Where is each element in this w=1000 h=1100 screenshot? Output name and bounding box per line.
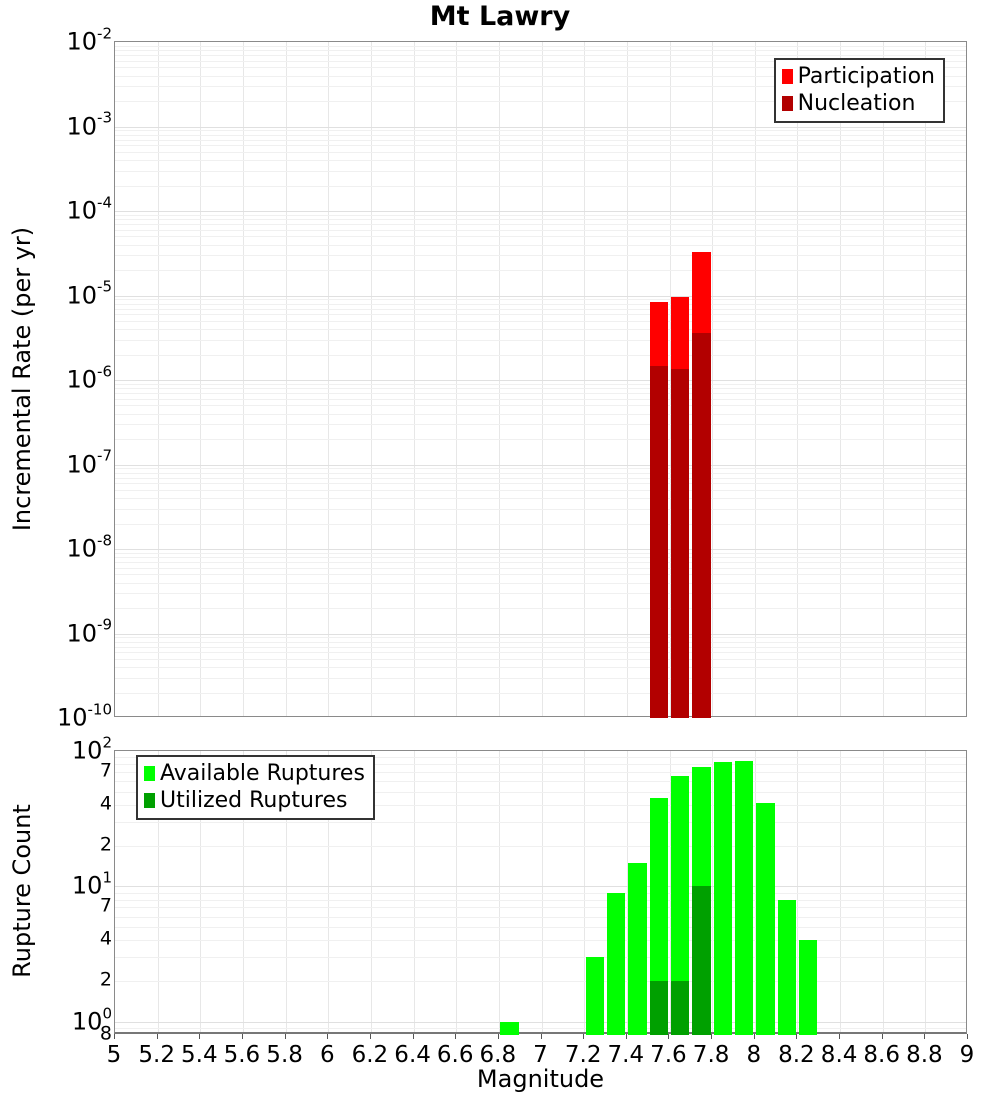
horizontal-gridline xyxy=(115,388,966,389)
horizontal-gridline xyxy=(115,1028,966,1029)
bar-available-ruptures xyxy=(756,803,774,1035)
horizontal-gridline xyxy=(115,927,966,928)
vertical-gridline xyxy=(542,751,543,1032)
horizontal-gridline xyxy=(115,1022,966,1023)
y-tick-label: $10^{-8}$ xyxy=(66,531,112,563)
x-tick-mark xyxy=(455,1034,456,1039)
chart-title: Mt Lawry xyxy=(429,1,571,32)
y-tick-label: 4 xyxy=(99,927,112,950)
y-tick-label: $10^{-6}$ xyxy=(66,362,112,394)
bar-utilized-ruptures xyxy=(671,981,689,1035)
legend-item-nucleation xyxy=(782,90,935,117)
y-tick-label: 4 xyxy=(99,792,112,815)
legend-item-participation xyxy=(782,63,935,90)
horizontal-gridline xyxy=(115,846,966,847)
y-tick-label: $10^2$ xyxy=(71,733,112,765)
vertical-gridline xyxy=(243,42,244,716)
x-tick-label: 8.8 xyxy=(906,1042,943,1068)
y-tick-label: 8 xyxy=(99,1022,112,1045)
horizontal-gridline xyxy=(115,634,966,635)
horizontal-gridline xyxy=(115,224,966,225)
x-tick-label: 7.2 xyxy=(564,1042,602,1068)
x-tick-mark xyxy=(242,1034,243,1039)
horizontal-gridline xyxy=(115,659,966,660)
horizontal-gridline xyxy=(115,583,966,584)
x-tick-mark xyxy=(370,1034,371,1039)
x-tick-label: 8.4 xyxy=(820,1042,858,1068)
vertical-gridline xyxy=(925,751,926,1032)
horizontal-gridline xyxy=(115,693,966,694)
horizontal-gridline xyxy=(115,152,966,153)
vertical-gridline xyxy=(840,751,841,1032)
horizontal-gridline xyxy=(115,557,966,558)
horizontal-gridline xyxy=(115,309,966,310)
vertical-gridline xyxy=(627,42,628,716)
horizontal-gridline xyxy=(115,393,966,394)
horizontal-gridline xyxy=(115,219,966,220)
horizontal-gridline xyxy=(115,568,966,569)
horizontal-gridline xyxy=(115,384,966,385)
horizontal-gridline xyxy=(115,215,966,216)
y-tick-label: $10^{-2}$ xyxy=(66,24,112,56)
x-tick-mark xyxy=(498,1034,499,1039)
horizontal-gridline xyxy=(115,886,966,887)
vertical-gridline xyxy=(840,42,841,716)
y-tick-label: $10^{-3}$ xyxy=(66,108,112,140)
x-tick-label: 8 xyxy=(746,1042,762,1068)
x-tick-label: 8.6 xyxy=(863,1042,900,1068)
bottom-plot-area xyxy=(114,750,967,1034)
top-plot-legend xyxy=(774,58,945,123)
vertical-gridline xyxy=(286,42,287,716)
y-tick-label: $10^{-9}$ xyxy=(66,615,112,647)
horizontal-gridline xyxy=(115,667,966,668)
legend-label: Utilized Ruptures xyxy=(160,787,348,813)
nucleation-swatch-icon xyxy=(782,96,793,111)
horizontal-gridline xyxy=(115,652,966,653)
horizontal-gridline xyxy=(115,647,966,648)
bar-available-ruptures xyxy=(714,762,732,1035)
vertical-gridline xyxy=(200,42,201,716)
horizontal-gridline xyxy=(115,957,966,958)
horizontal-gridline xyxy=(115,465,966,466)
bar-available-ruptures xyxy=(799,940,817,1035)
x-tick-mark xyxy=(583,1034,584,1039)
legend-label: Nucleation xyxy=(797,90,916,116)
horizontal-gridline xyxy=(115,186,966,187)
legend-label: Available Ruptures xyxy=(160,760,365,786)
horizontal-gridline xyxy=(115,245,966,246)
horizontal-gridline xyxy=(115,549,966,550)
top-plot-area xyxy=(114,41,967,717)
horizontal-gridline xyxy=(115,498,966,499)
x-tick-label: 9 xyxy=(959,1042,975,1068)
x-tick-mark xyxy=(711,1034,712,1039)
available-ruptures-swatch-icon xyxy=(144,766,155,781)
y-tick-label: $10^0$ xyxy=(71,1004,112,1036)
x-tick-mark xyxy=(796,1034,797,1039)
horizontal-gridline xyxy=(115,160,966,161)
horizontal-gridline xyxy=(115,171,966,172)
bar-nucleation xyxy=(650,366,668,718)
x-tick-label: 5.8 xyxy=(266,1042,303,1068)
horizontal-gridline xyxy=(115,424,966,425)
bar-available-ruptures xyxy=(586,957,604,1035)
y-tick-label: 2 xyxy=(99,968,112,991)
horizontal-gridline xyxy=(115,608,966,609)
horizontal-gridline xyxy=(115,399,966,400)
horizontal-gridline xyxy=(115,50,966,51)
horizontal-gridline xyxy=(115,321,966,322)
vertical-gridline xyxy=(158,42,159,716)
vertical-gridline xyxy=(499,42,500,716)
horizontal-gridline xyxy=(115,304,966,305)
x-tick-mark xyxy=(327,1034,328,1039)
horizontal-gridline xyxy=(115,478,966,479)
vertical-gridline xyxy=(883,42,884,716)
horizontal-gridline xyxy=(115,917,966,918)
horizontal-gridline xyxy=(115,940,966,941)
y-tick-label: $10^{-10}$ xyxy=(56,700,112,732)
horizontal-gridline xyxy=(115,314,966,315)
x-tick-mark xyxy=(157,1034,158,1039)
bar-utilized-ruptures xyxy=(650,981,668,1035)
bar-available-ruptures xyxy=(607,893,625,1035)
bar-available-ruptures xyxy=(735,761,753,1035)
horizontal-gridline xyxy=(115,473,966,474)
y-tick-label: 7 xyxy=(99,894,112,917)
vertical-gridline xyxy=(797,42,798,716)
participation-swatch-icon xyxy=(782,69,793,84)
legend-item-utilized-ruptures xyxy=(144,787,365,814)
horizontal-gridline xyxy=(115,562,966,563)
x-tick-mark xyxy=(668,1034,669,1039)
horizontal-gridline xyxy=(115,46,966,47)
x-tick-mark xyxy=(199,1034,200,1039)
vertical-gridline xyxy=(883,751,884,1032)
horizontal-gridline xyxy=(115,439,966,440)
horizontal-gridline xyxy=(115,211,966,212)
y-tick-label: $10^{-4}$ xyxy=(66,193,112,225)
bar-available-ruptures xyxy=(628,863,646,1035)
horizontal-gridline xyxy=(115,236,966,237)
x-tick-label: 5.2 xyxy=(138,1042,175,1068)
horizontal-gridline xyxy=(115,468,966,469)
x-tick-label: 6.8 xyxy=(479,1042,517,1068)
horizontal-gridline xyxy=(115,574,966,575)
vertical-gridline xyxy=(456,751,457,1032)
horizontal-gridline xyxy=(115,490,966,491)
horizontal-gridline xyxy=(115,145,966,146)
vertical-gridline xyxy=(414,42,415,716)
horizontal-gridline xyxy=(115,405,966,406)
horizontal-gridline xyxy=(115,380,966,381)
x-tick-label: 7 xyxy=(533,1042,548,1068)
x-tick-mark xyxy=(285,1034,286,1039)
horizontal-gridline xyxy=(115,296,966,297)
vertical-gridline xyxy=(755,42,756,716)
horizontal-gridline xyxy=(115,981,966,982)
legend-item-available-ruptures xyxy=(144,760,365,787)
bottom-plot-y-axis-title: Rupture Count xyxy=(7,804,36,978)
x-tick-label: 8.2 xyxy=(778,1042,815,1068)
x-tick-mark xyxy=(754,1034,755,1039)
y-tick-label: $10^{-7}$ xyxy=(66,446,112,478)
horizontal-gridline xyxy=(115,270,966,271)
x-tick-mark xyxy=(924,1034,925,1039)
top-plot-y-axis-title: Incremental Rate (per yr) xyxy=(7,226,36,532)
y-tick-label: $10^1$ xyxy=(71,868,112,900)
vertical-gridline xyxy=(584,42,585,716)
horizontal-gridline xyxy=(115,483,966,484)
legend-label: Participation xyxy=(797,63,935,89)
x-tick-label: 7.6 xyxy=(650,1042,687,1068)
bar-available-ruptures xyxy=(500,1022,518,1035)
horizontal-gridline xyxy=(115,230,966,231)
vertical-gridline xyxy=(499,751,500,1032)
horizontal-gridline xyxy=(115,509,966,510)
horizontal-gridline xyxy=(115,593,966,594)
horizontal-gridline xyxy=(115,355,966,356)
horizontal-gridline xyxy=(115,414,966,415)
y-tick-label: 7 xyxy=(99,759,112,782)
horizontal-gridline xyxy=(115,329,966,330)
x-tick-label: 6.2 xyxy=(351,1042,389,1068)
vertical-gridline xyxy=(371,42,372,716)
x-tick-mark xyxy=(967,1034,968,1039)
x-tick-mark xyxy=(413,1034,414,1039)
x-tick-mark xyxy=(839,1034,840,1039)
x-tick-label: 5.4 xyxy=(181,1042,218,1068)
horizontal-gridline xyxy=(115,678,966,679)
x-tick-label: 5.6 xyxy=(223,1042,261,1068)
y-tick-label: 2 xyxy=(99,833,112,856)
horizontal-gridline xyxy=(115,907,966,908)
bottom-plot-legend xyxy=(136,755,375,820)
horizontal-gridline xyxy=(115,130,966,131)
horizontal-gridline xyxy=(115,642,966,643)
horizontal-gridline xyxy=(115,299,966,300)
horizontal-gridline xyxy=(115,140,966,141)
vertical-gridline xyxy=(414,751,415,1032)
horizontal-gridline xyxy=(115,553,966,554)
x-tick-label: 7.4 xyxy=(607,1042,645,1068)
vertical-gridline xyxy=(712,42,713,716)
horizontal-gridline xyxy=(115,127,966,128)
x-tick-label: 6.6 xyxy=(436,1042,474,1068)
bar-nucleation xyxy=(692,333,710,718)
horizontal-gridline xyxy=(115,900,966,901)
x-tick-label: 6.4 xyxy=(394,1042,431,1068)
vertical-gridline xyxy=(456,42,457,716)
bar-utilized-ruptures xyxy=(692,886,710,1035)
horizontal-gridline xyxy=(115,255,966,256)
horizontal-gridline xyxy=(115,340,966,341)
vertical-gridline xyxy=(542,42,543,716)
x-axis-title: Magnitude xyxy=(476,1065,605,1093)
horizontal-gridline xyxy=(115,637,966,638)
x-tick-label: 5 xyxy=(106,1042,122,1068)
x-tick-mark xyxy=(541,1034,542,1039)
horizontal-gridline xyxy=(115,524,966,525)
horizontal-gridline xyxy=(115,55,966,56)
horizontal-gridline xyxy=(115,822,966,823)
x-tick-label: 6 xyxy=(319,1042,335,1068)
vertical-gridline xyxy=(328,42,329,716)
x-tick-mark xyxy=(114,1034,115,1039)
x-tick-label: 7.8 xyxy=(692,1042,730,1068)
horizontal-gridline xyxy=(115,135,966,136)
x-tick-mark xyxy=(626,1034,627,1039)
horizontal-gridline xyxy=(115,893,966,894)
bar-available-ruptures xyxy=(778,900,796,1035)
bar-nucleation xyxy=(671,369,689,718)
y-tick-label: $10^{-5}$ xyxy=(66,277,112,309)
vertical-gridline xyxy=(925,42,926,716)
x-tick-mark xyxy=(882,1034,883,1039)
utilized-ruptures-swatch-icon xyxy=(144,793,155,808)
